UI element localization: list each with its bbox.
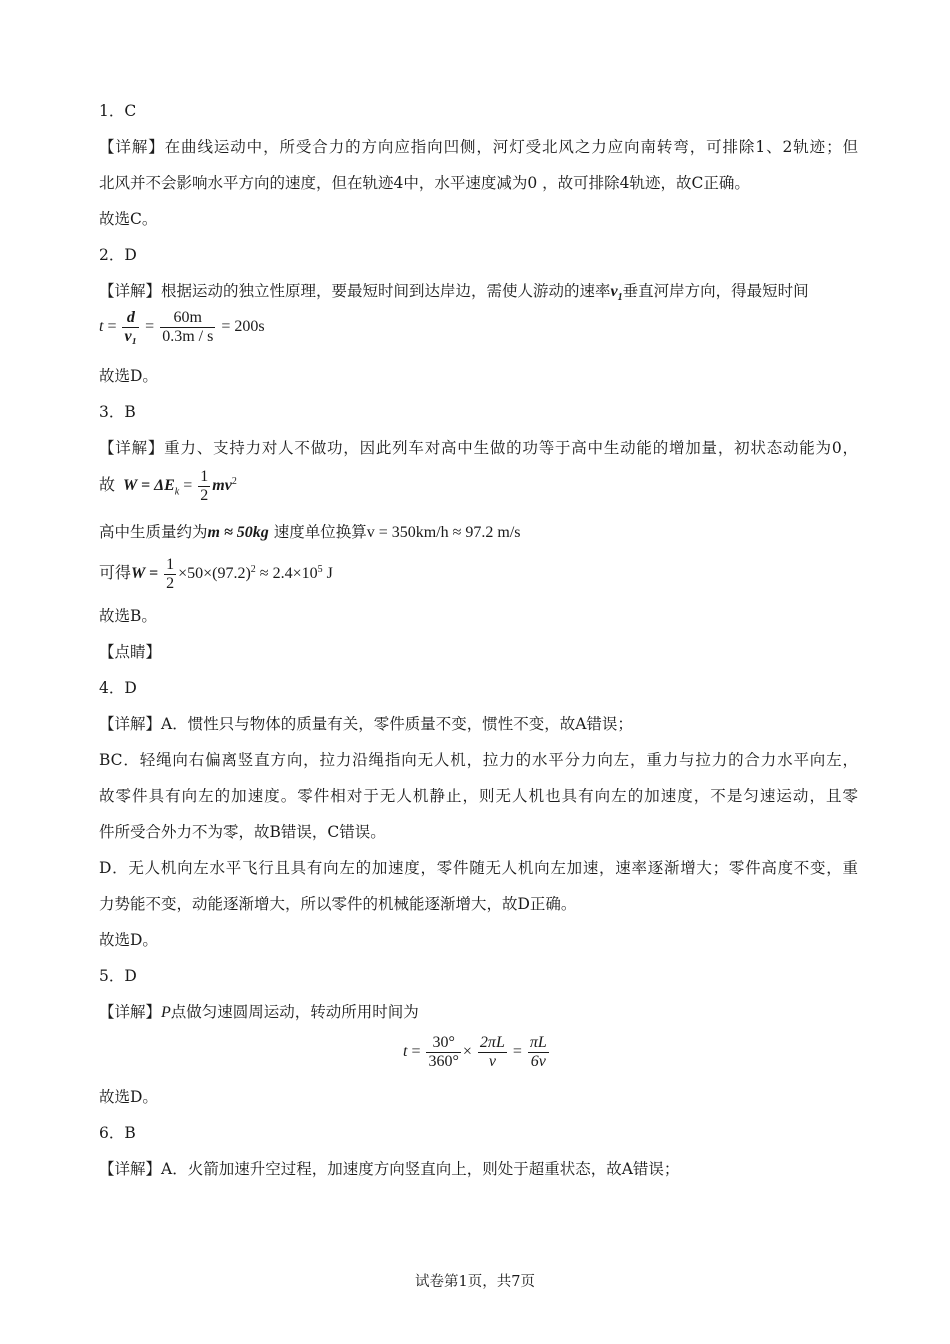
fraction-distance-over-speed: $\frac{60m}{0.3m / s}$ <box>162 309 214 345</box>
question-4-number: 4．D <box>99 679 137 697</box>
question-2-equation: t = $\frac{d}{\text{v₁}}$ = $\frac{60m}{0.3m / s}$ = 200s <box>99 309 265 345</box>
question-1-detail-line-1: 【详解】在曲线运动中，所受合力的方向应指向凹侧，河灯受北风之力应向南转弯，可排除1、2轨迹；但 <box>99 138 858 156</box>
question-5-detail: 【详解】P点做匀速圆周运动，转动所用时间为 <box>99 1003 419 1021</box>
question-3-work-equation: 故 $W = \Delta E_k$ = $\frac{1}{2}$ $mv^2$ <box>99 468 237 504</box>
question-1-answer: 故选C。 <box>99 210 158 228</box>
question-2-detail-text-b: 垂直河岸方向，得最短时间 <box>622 282 809 300</box>
fraction-d-over-v1: $\frac{d}{\text{v₁}}$ <box>124 309 138 345</box>
speed-symbol-v1: $v_1$ <box>610 283 623 304</box>
question-4-detail-a: 【详解】A．惯性只与物体的质量有关，零件质量不变，惯性不变，故A错误； <box>99 715 633 733</box>
question-4-answer: 故选D。 <box>99 931 158 949</box>
fraction-result: $\frac{\pi L}{6v}$ <box>529 1034 547 1070</box>
question-1-number: 1．C <box>99 102 137 120</box>
question-2-detail-text-a: 【详解】根据运动的独立性原理，要最短时间到达岸边，需使人游动的速率 <box>99 282 611 300</box>
question-4-detail-bc-line-1: BC．轻绳向右偏离竖直方向，拉力沿绳指向无人机，拉力的水平分力向左，重力与拉力的合力水平向左， <box>99 751 858 769</box>
question-4-detail-bc-line-3: 件所受合外力不为零，故B错误，C错误。 <box>99 823 386 841</box>
question-1-detail-line-2: 北风并不会影响水平方向的速度，但在轨迹4中，水平速度减为0 ，故可排除4轨迹，故C正确。 <box>99 174 750 192</box>
question-6-detail-a: 【详解】A．火箭加速升空过程，加速度方向竖直向上，则处于超重状态，故A错误； <box>99 1160 680 1178</box>
question-5-answer: 故选D。 <box>99 1088 158 1106</box>
question-2-detail-line-1 <box>99 281 858 308</box>
page-footer: 试卷第1页，共7页 <box>415 1274 535 1290</box>
question-2-answer: 故选D。 <box>99 367 158 385</box>
question-4-detail-d-line-2: 力势能不变，动能逐渐增大，所以零件的机械能逐渐增大，故D正确。 <box>99 895 577 913</box>
question-6-number: 6．B <box>99 1124 136 1142</box>
question-3-answer: 故选B。 <box>99 607 157 625</box>
question-4-detail-bc-line-2: 故零件具有向左的加速度。零件相对于无人机静止，则无人机也具有向左的加速度，不是匀速运动，且零 <box>99 787 858 805</box>
fraction-one-half: $\frac{1}{2}$ <box>200 468 209 504</box>
question-3-detail-line-1: 【详解】重力、支持力对人不做功，因此列车对高中生做的功等于高中生动能的增加量，初状态动能为0， <box>99 439 858 457</box>
fraction-one-half-2: $\frac{1}{2}$ <box>166 556 175 592</box>
question-5-number: 5．D <box>99 967 137 985</box>
question-3-mass-speed-line: 高中生质量约为m ≈ 50kg 速度单位换算v = 350km/h ≈ 97.2 m/s <box>99 523 521 541</box>
question-3-result-equation: 可得W = $\frac{1}{2}$ $\times 50\times(97.2)^2 \approx 2.4\times 10^5$ J <box>99 556 333 592</box>
fraction-circumference-over-v: $\frac{2\pi L}{v}$ <box>479 1034 505 1070</box>
fraction-angle-ratio: $\frac{30^\circ}{360^\circ}$ <box>428 1034 459 1070</box>
question-3-comment: 【点睛】 <box>99 643 162 661</box>
question-2-number: 2．D <box>99 246 137 264</box>
question-3-number: 3．B <box>99 403 136 421</box>
question-5-equation: t = $\frac{30^\circ}{360^\circ}$ × $\frac{2\pi L}{v}$ = $\frac{\pi L}{6v}$ <box>403 1034 547 1070</box>
question-4-detail-d-line-1: D．无人机向左水平飞行且具有向左的加速度，零件随无人机向左加速，速率逐渐增大；零件高度不变，重 <box>99 859 858 877</box>
